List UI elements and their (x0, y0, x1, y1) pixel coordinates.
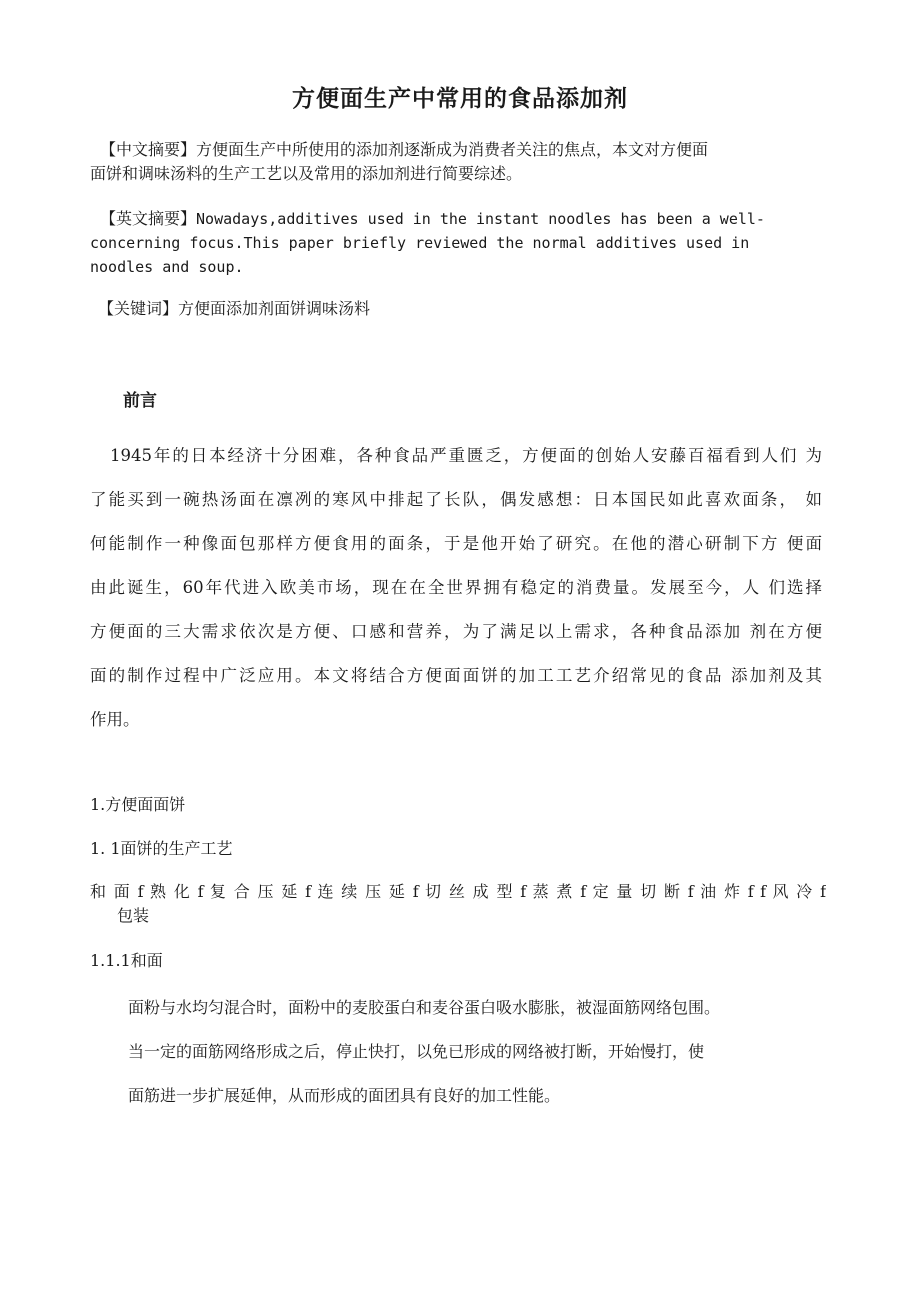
mixing-line-3: 面筋进一步扩展延伸，从而形成的面团具有良好的加工性能。 (128, 1086, 561, 1105)
section-heading-1: 1.方便面面饼 (90, 795, 186, 814)
keywords: 【关键词】方便面添加剂面饼调味汤料 (98, 299, 371, 318)
mixing-paragraph (128, 986, 828, 1118)
mixing-line-1: 面粉与水均匀混合时，面粉中的麦胶蛋白和麦谷蛋白吸水膨胀，被湿面筋网络包围。 (128, 998, 721, 1017)
section-heading-1-1-1: 1.1.1和面 (90, 951, 163, 970)
abstract-english (90, 207, 820, 279)
preface-line-6: 面的制作过程中广泛应用。本文将结合方便面面饼的加工工艺介绍常见的食品 添加剂及其 (90, 666, 822, 685)
preface-heading: 前言 (123, 391, 157, 411)
abstract-english-line-2: concerning focus.This paper briefly reviewed the normal additives used in (90, 234, 750, 252)
process-flow (90, 880, 826, 928)
preface-line-1: 1945年的日本经济十分困难，各种食品严重匮乏，方便面的创始人安藤百福看到人们 为 (110, 446, 822, 465)
preface-line-2: 了能买到一碗热汤面在凛冽的寒风中排起了长队，偶发感想：日本国民如此喜欢面条， 如 (90, 490, 822, 509)
abstract-english-line-3: noodles and soup. (90, 258, 244, 276)
process-flow-line-2: 包装 (117, 906, 150, 925)
abstract-chinese-line-1: 【中文摘要】方便面生产中所使用的添加剂逐渐成为消费者关注的焦点，本文对方便面 (100, 140, 709, 159)
preface-paragraph (90, 434, 822, 742)
document-title: 方便面生产中常用的食品添加剂 (292, 85, 628, 112)
preface-line-3: 何能制作一种像面包那样方便食用的面条，于是他开始了研究。在他的潜心研制下方 便面 (90, 534, 822, 553)
abstract-english-label: 【英文摘要】 (100, 209, 197, 228)
preface-line-4: 由此诞生，60年代进入欧美市场，现在在全世界拥有稳定的消费量。发展至今，人 们选择 (90, 578, 822, 597)
abstract-english-line-1 (90, 207, 820, 231)
abstract-english-text-1: Nowadays,additives used in the instant noodles has been a well- (196, 210, 765, 228)
section-heading-1-1: 1. 1面饼的生产工艺 (90, 839, 233, 858)
preface-line-7: 作用。 (90, 710, 140, 729)
mixing-line-2: 当一定的面筋网络形成之后，停止快打，以免已形成的网络被打断，开始慢打，使 (128, 1042, 705, 1061)
process-flow-line-1: 和 面 f 熟 化 f 复 合 压 延 f 连 续 压 延 f 切 丝 成 型 f 蒸 煮 f 定 量 切 断 f 油 炸 f f 风 冷 f (90, 882, 826, 901)
abstract-chinese (90, 138, 820, 186)
preface-line-5: 方便面的三大需求依次是方便、口感和营养，为了满足以上需求，各种食品添加 剂在方便 (90, 622, 822, 641)
abstract-chinese-line-2: 面饼和调味汤料的生产工艺以及常用的添加剂进行简要综述。 (90, 164, 523, 183)
